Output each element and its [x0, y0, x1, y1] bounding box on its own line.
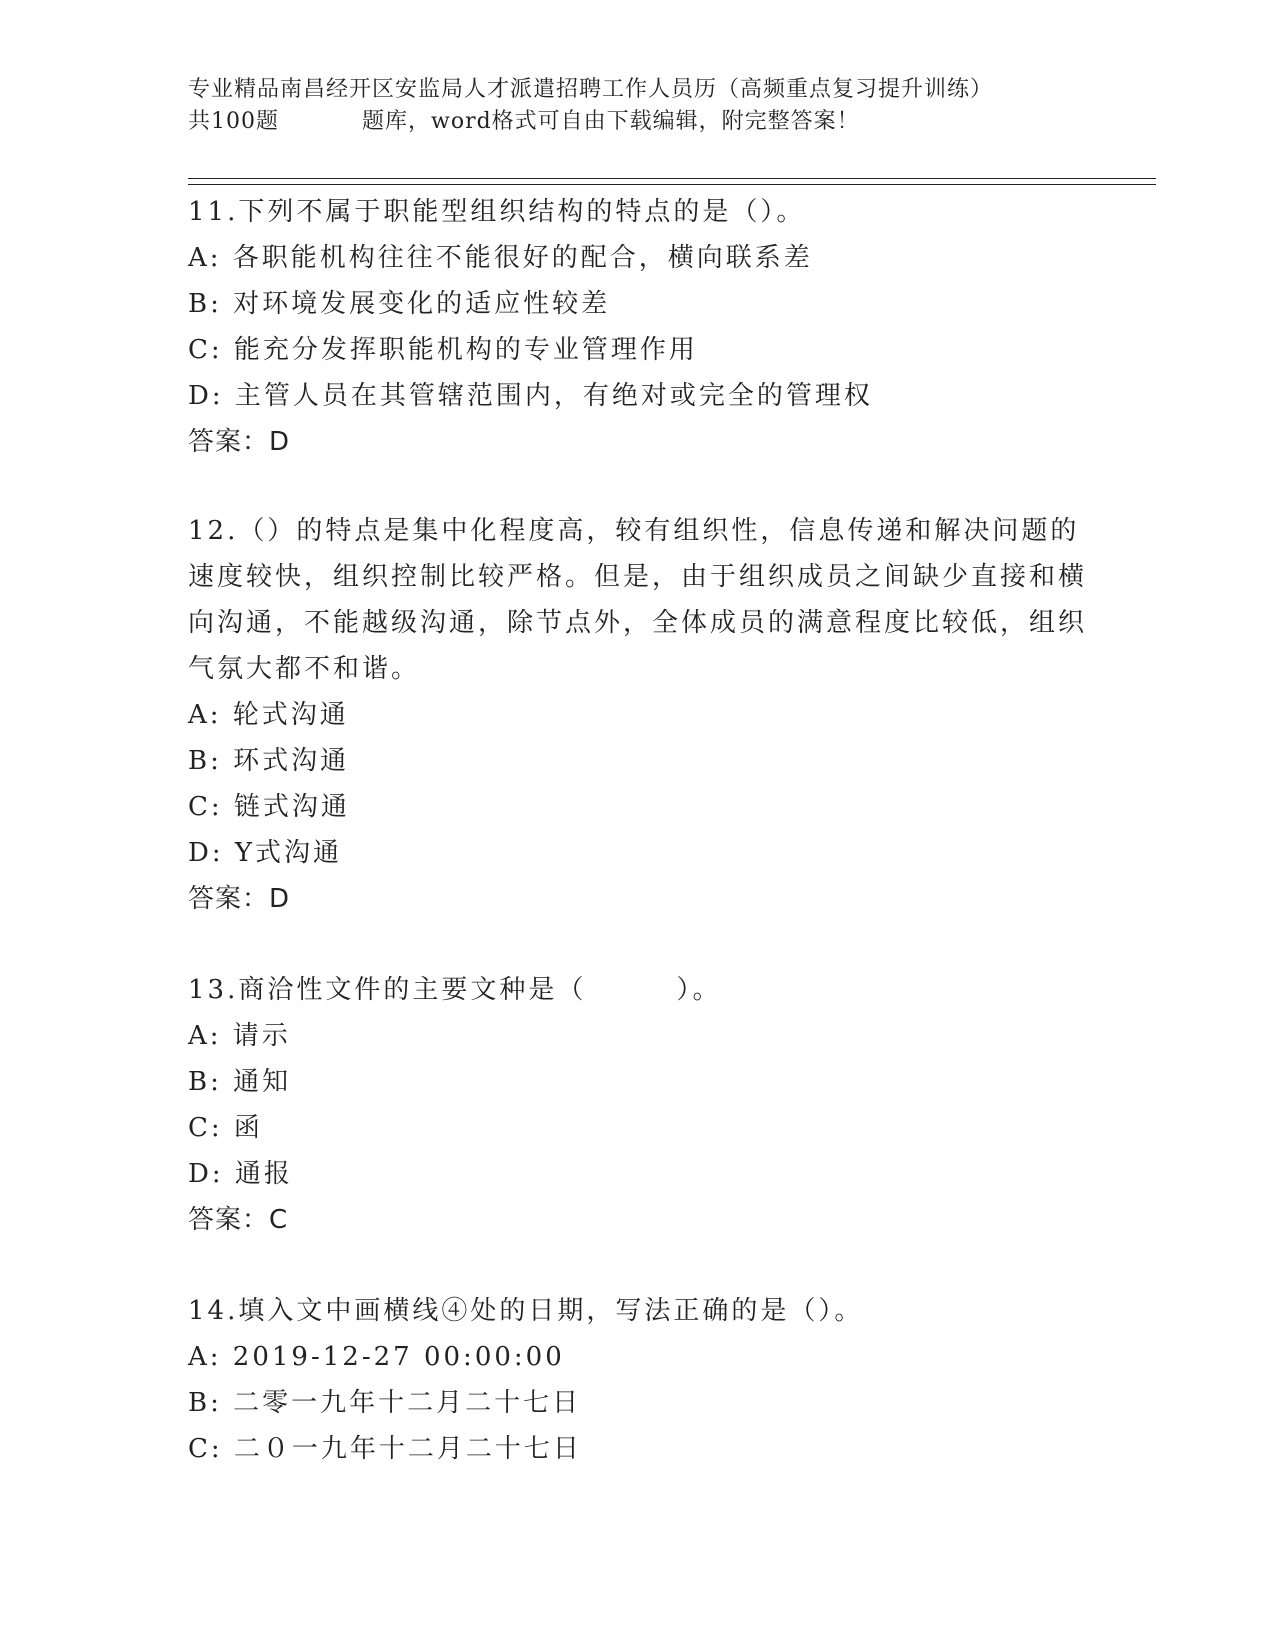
- question-count: 共100题: [188, 109, 279, 134]
- option-b: B: 环式沟通: [188, 746, 350, 776]
- question-11: [188, 189, 1088, 465]
- option-a: A: 请示: [188, 1021, 291, 1051]
- option-c: C: 函: [188, 1113, 263, 1143]
- question-stem: 14.填入文中画横线④处的日期，写法正确的是（）。: [188, 1296, 864, 1326]
- header-line2: [188, 106, 1168, 138]
- option-c: C: 链式沟通: [188, 792, 350, 822]
- answer: 答案：C: [188, 1205, 289, 1235]
- answer: 答案：D: [188, 427, 291, 457]
- option-d: D: 通报: [188, 1159, 293, 1189]
- option-d: D: 主管人员在其管辖范围内，有绝对或完全的管理权: [188, 381, 873, 411]
- question-stem: 11.下列不属于职能型组织结构的特点的是（）。: [188, 197, 806, 227]
- option-a: A: 各职能机构往往不能很好的配合，横向联系差: [188, 243, 813, 273]
- option-c: C: 能充分发挥职能机构的专业管理作用: [188, 335, 698, 365]
- option-d: D: Y式沟通: [188, 838, 343, 868]
- page-header: [188, 74, 1168, 138]
- document-subtitle: 题库，word格式可自由下载编辑，附完整答案！: [362, 109, 860, 134]
- question-12: [188, 508, 1088, 922]
- option-a: A: 2019-12-27 00:00:00: [188, 1342, 565, 1372]
- question-13: [188, 967, 1088, 1243]
- option-c: C: 二０一九年十二月二十七日: [188, 1434, 582, 1464]
- answer: 答案：D: [188, 884, 291, 914]
- option-b: B: 二零一九年十二月二十七日: [188, 1388, 582, 1418]
- option-a: A: 轮式沟通: [188, 700, 349, 730]
- question-14: [188, 1288, 1088, 1472]
- header-divider: [188, 178, 1156, 185]
- option-b: B: 对环境发展变化的适应性较差: [188, 289, 611, 319]
- question-stem: 12.（）的特点是集中化程度高，较有组织性，信息传递和解决问题的速度较快，组织控制比较严格。但是，由于组织成员之间缺少直接和横向沟通，不能越级沟通，除节点外，全体成员的满意程度比较低，组织气氛大都不和谐。: [188, 516, 1088, 684]
- question-stem: 13.商洽性文件的主要文种是（ ）。: [188, 975, 722, 1005]
- option-b: B: 通知: [188, 1067, 292, 1097]
- document-title: 专业精品南昌经开区安监局人才派遣招聘工作人员历（高频重点复习提升训练）: [188, 77, 994, 102]
